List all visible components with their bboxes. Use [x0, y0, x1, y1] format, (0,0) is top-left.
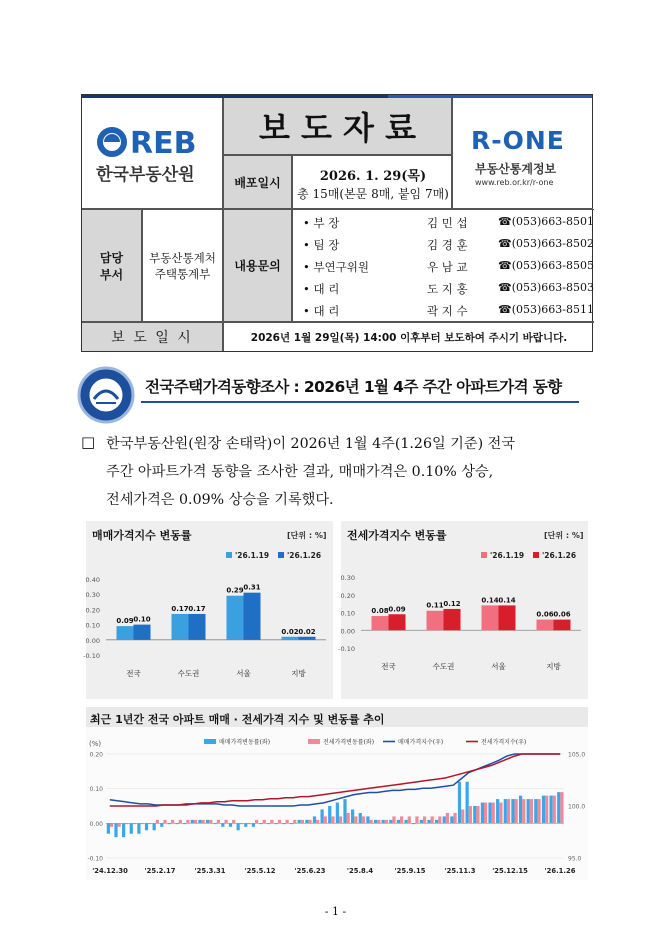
- data-label: 0.08: [371, 607, 389, 616]
- x-tick-label: '25.9.15: [394, 867, 426, 875]
- contact-list: [292, 209, 594, 322]
- data-bar: [194, 820, 197, 823]
- data-bar: [560, 792, 563, 823]
- data-bar: [499, 803, 502, 824]
- data-bar: [209, 820, 212, 823]
- contact-phone: ☎(053)663-8505: [498, 259, 594, 272]
- data-bar: [343, 799, 346, 823]
- data-bar: [484, 803, 487, 824]
- category-label: 서울: [491, 662, 506, 671]
- logo-text: REB: [130, 126, 197, 161]
- y-tick-label: 0.20: [85, 606, 100, 615]
- x-tick-label: '25.12.15: [492, 867, 528, 875]
- brand-cell: [452, 98, 593, 209]
- release-cell: [292, 155, 452, 209]
- sale-chart-panel: [83, 521, 333, 699]
- data-bar: [385, 820, 388, 823]
- data-bar: [476, 806, 479, 823]
- y-tick-label: 0.00: [85, 636, 100, 645]
- jeonse-chart-title: 전세가격지수 변동률: [347, 529, 447, 542]
- y-left-tick: 0.10: [89, 786, 103, 794]
- dept-value: 부동산통계처 주택통계부: [142, 209, 223, 322]
- y-tick-label: 0.10: [85, 621, 100, 630]
- x-tick-label: '24.12.30: [92, 867, 128, 875]
- contact-name: 도 지 홍: [427, 282, 468, 296]
- org-logo-cell: [82, 98, 223, 209]
- contact-row: • 대 리: [303, 282, 340, 296]
- data-label: 0.17: [171, 604, 189, 613]
- data-bar: [522, 799, 525, 823]
- contact-phone: ☎(053)663-8511: [498, 303, 594, 316]
- legend-label: '26.1.19: [490, 551, 525, 560]
- contact-row: • 팀 장: [303, 238, 340, 252]
- x-tick-label: '25.6.23: [294, 867, 326, 875]
- legend-label: '26.1.19: [235, 551, 270, 560]
- data-bar: [179, 820, 182, 823]
- data-bar: [382, 820, 385, 823]
- trend-unit: (%): [89, 740, 102, 748]
- legend-label: 매매가격변동률(좌): [219, 739, 271, 746]
- data-bar: [286, 820, 289, 823]
- data-bar: [545, 796, 548, 824]
- data-bar: [370, 820, 373, 823]
- data-bar: [372, 616, 389, 630]
- category-label: 지방: [546, 662, 561, 671]
- org-name: 한국부동산원: [96, 165, 195, 185]
- data-bar: [299, 637, 316, 640]
- legend-swatch: [308, 739, 320, 744]
- data-bar: [397, 820, 400, 823]
- embargo-label: 보 도 일 시: [82, 322, 223, 351]
- data-bar: [320, 809, 323, 823]
- data-bar: [202, 820, 205, 823]
- brand-sub: 부동산통계정보: [475, 162, 557, 176]
- data-bar: [198, 820, 201, 823]
- data-bar: [519, 796, 522, 824]
- contact-row: • 대 리: [303, 304, 340, 318]
- national-statistics-seal: [76, 365, 136, 425]
- data-bar: [305, 820, 308, 823]
- data-bar: [191, 820, 194, 823]
- data-label: 0.31: [243, 583, 261, 592]
- legend-label: '26.1.26: [287, 551, 322, 560]
- data-bar: [117, 626, 134, 640]
- data-label: 0.02: [298, 627, 316, 636]
- x-tick-label: '26.1.26: [544, 867, 576, 875]
- data-label: 0.12: [443, 599, 461, 608]
- brand-name: R-ONE: [471, 126, 565, 155]
- data-bar: [244, 593, 261, 640]
- y-right-tick: 95.0: [568, 855, 582, 863]
- data-bar: [553, 796, 556, 824]
- bullet-square: □: [81, 433, 96, 451]
- data-bar: [444, 609, 461, 630]
- data-label: 0.09: [388, 605, 406, 614]
- data-label: 0.09: [116, 617, 134, 626]
- release-date: 2026. 1. 29(목): [319, 169, 427, 184]
- data-bar: [537, 620, 554, 631]
- data-bar: [206, 820, 209, 823]
- y-left-tick: 0.20: [89, 751, 103, 759]
- data-bar: [423, 816, 426, 823]
- data-bar: [110, 823, 113, 826]
- data-bar: [278, 820, 281, 823]
- data-bar: [534, 799, 537, 823]
- data-bar: [458, 782, 461, 824]
- data-bar: [316, 820, 319, 823]
- data-bar: [420, 820, 423, 823]
- press-release-header: [81, 94, 593, 352]
- x-tick-label: '25.3.31: [194, 867, 226, 875]
- y-tick-label: -0.10: [83, 652, 100, 660]
- data-bar: [252, 823, 255, 826]
- data-bar: [408, 816, 411, 823]
- data-label: 0.02: [281, 627, 299, 636]
- data-bar: [443, 816, 446, 823]
- category-label: 수도권: [177, 669, 200, 678]
- data-bar: [481, 803, 484, 824]
- data-bar: [137, 823, 140, 833]
- contact-phone: ☎(053)663-8501: [498, 215, 594, 228]
- data-label: 0.14: [481, 596, 499, 605]
- data-bar: [160, 823, 163, 826]
- data-bar: [527, 799, 530, 823]
- data-bar: [189, 614, 206, 640]
- y-tick-label: 0.30: [85, 591, 100, 600]
- data-label: 0.10: [133, 615, 151, 624]
- data-bar: [366, 816, 369, 823]
- contact-phone: ☎(053)663-8502: [498, 237, 594, 250]
- release-label: 배포일시: [223, 155, 292, 209]
- data-bar: [229, 823, 232, 826]
- data-bar: [263, 820, 266, 823]
- trend-chart-title: 최근 1년간 전국 아파트 매매 · 전세가격 지수 및 변동률 추이: [90, 713, 385, 726]
- legend-label: '26.1.26: [542, 551, 577, 560]
- category-label: 서울: [236, 669, 251, 678]
- y-tick-label: 0.00: [340, 627, 355, 636]
- legend-label: 매매가격지수(우): [398, 739, 444, 746]
- trend-combo-chart: [86, 707, 588, 880]
- x-tick-label: '25.2.17: [144, 867, 176, 875]
- data-bar: [237, 823, 240, 830]
- data-bar: [499, 605, 516, 630]
- jeonse-chart-panel: [338, 521, 588, 699]
- y-tick-label: 0.20: [340, 591, 355, 600]
- data-bar: [156, 820, 159, 823]
- data-bar: [473, 806, 476, 823]
- data-bar: [130, 823, 133, 833]
- sale-chart-unit: [단위 : %]: [287, 531, 327, 540]
- body-line-3: 전세가격은 0.09% 상승을 기록했다.: [106, 492, 334, 508]
- data-bar: [134, 625, 151, 640]
- data-bar: [331, 816, 334, 823]
- y-left-tick: 0.00: [89, 820, 103, 828]
- data-bar: [153, 823, 156, 830]
- x-tick-label: '25.11.3: [444, 867, 476, 875]
- data-label: 0.06: [553, 610, 571, 619]
- data-bar: [377, 820, 380, 823]
- data-bar: [446, 813, 449, 823]
- data-bar: [114, 823, 117, 837]
- page-number: - 1 -: [324, 905, 347, 918]
- legend-swatch: [278, 552, 284, 558]
- data-bar: [537, 799, 540, 823]
- jeonse-bar-chart: [338, 521, 588, 699]
- data-bar: [400, 816, 403, 823]
- y-tick-label: 0.40: [85, 576, 100, 584]
- data-bar: [530, 799, 533, 823]
- data-bar: [427, 820, 430, 823]
- jeonse-chart-unit: [단위 : %]: [544, 531, 584, 540]
- data-bar: [171, 820, 174, 823]
- y-tick-label: 0.30: [340, 574, 355, 582]
- data-bar: [469, 806, 472, 823]
- data-bar: [515, 799, 518, 823]
- brand-url: www.reb.or.kr/r-one: [475, 178, 554, 187]
- data-bar: [145, 823, 148, 830]
- data-label: 0.06: [536, 610, 554, 619]
- data-bar: [163, 820, 166, 823]
- data-bar: [488, 803, 491, 824]
- data-bar: [270, 820, 273, 823]
- data-bar: [282, 637, 299, 640]
- category-label: 전국: [126, 669, 141, 678]
- data-bar: [244, 823, 247, 826]
- data-label: 0.29: [226, 586, 244, 595]
- data-bar: [339, 816, 342, 823]
- data-bar: [227, 596, 244, 640]
- body-line-1: 한국부동산원(원장 손태락)이 2026년 1월 4주(1.26일 기준) 전국: [106, 436, 516, 452]
- page-count: 총 15매(본문 8매, 붙임 7매): [297, 187, 449, 201]
- embargo-text: 2026년 1월 29일(목) 14:00 이후부터 보도하여 주시기 바랍니다.: [223, 322, 594, 351]
- category-label: 수도권: [432, 662, 455, 671]
- data-bar: [362, 816, 365, 823]
- legend-label: 전세가격변동률(좌): [323, 739, 375, 746]
- legend-swatch: [226, 552, 232, 558]
- y-tick-label: 0.10: [340, 609, 355, 618]
- data-bar: [438, 816, 441, 823]
- data-bar: [431, 816, 434, 823]
- data-bar: [389, 820, 392, 823]
- data-bar: [450, 816, 453, 823]
- data-bar: [221, 823, 224, 826]
- data-bar: [374, 820, 377, 823]
- body-line-2: 주간 아파트가격 동향을 조사한 결과, 매매가격은 0.10% 상승,: [106, 464, 494, 480]
- data-bar: [415, 816, 418, 823]
- y-tick-label: -0.10: [338, 645, 355, 653]
- x-tick-label: '25.5.12: [244, 867, 276, 875]
- data-bar: [466, 782, 469, 824]
- data-bar: [554, 620, 571, 631]
- data-bar: [122, 823, 125, 837]
- category-label: 지방: [291, 669, 306, 678]
- legend-swatch: [533, 552, 539, 558]
- contact-label: 내용문의: [223, 209, 292, 322]
- data-bar: [389, 614, 406, 630]
- data-bar: [255, 820, 258, 823]
- data-bar: [336, 803, 339, 824]
- headline: 전국주택가격동향조사 : 2026년 1월 4주 주간 아파트가격 동향: [145, 378, 562, 396]
- data-bar: [172, 614, 189, 640]
- contact-name: 곽 지 수: [427, 304, 468, 318]
- data-bar: [313, 816, 316, 823]
- data-bar: [507, 799, 510, 823]
- category-label: 전국: [381, 662, 396, 671]
- data-bar: [301, 820, 304, 823]
- data-bar: [482, 605, 499, 630]
- data-label: 0.17: [188, 604, 206, 613]
- headline-box: [141, 373, 579, 403]
- page-title: 보 도 자 료: [223, 98, 452, 155]
- sale-chart-title: 매매가격지수 변동률: [92, 529, 192, 542]
- data-bar: [557, 792, 560, 823]
- contact-row: • 부 장: [303, 216, 340, 230]
- contact-name: 우 남 교: [427, 260, 468, 274]
- legend-swatch: [204, 739, 216, 744]
- data-bar: [392, 816, 395, 823]
- legend-label: 전세가격지수(우): [481, 739, 527, 746]
- data-bar: [549, 796, 552, 824]
- data-bar: [347, 813, 350, 823]
- data-label: 0.11: [426, 601, 444, 610]
- data-bar: [107, 823, 110, 833]
- data-bar: [308, 820, 311, 823]
- trend-chart-panel: [86, 707, 588, 880]
- data-bar: [461, 809, 464, 823]
- data-bar: [351, 809, 354, 823]
- data-bar: [217, 820, 220, 823]
- data-bar: [298, 820, 301, 823]
- sale-bar-chart: [83, 521, 333, 699]
- contact-phone: ☎(053)663-8503: [498, 281, 594, 294]
- data-bar: [453, 813, 456, 823]
- x-tick-label: '25.8.4: [346, 867, 374, 875]
- data-bar: [435, 820, 438, 823]
- data-bar: [118, 823, 121, 826]
- data-bar: [324, 816, 327, 823]
- data-bar: [504, 799, 507, 823]
- y-right-tick: 105.0: [568, 751, 586, 759]
- y-left-tick: -0.10: [87, 855, 103, 863]
- data-bar: [328, 806, 331, 823]
- data-bar: [186, 820, 189, 823]
- data-bar: [359, 813, 362, 823]
- dept-label: 담당 부서: [82, 209, 142, 322]
- index-line: [110, 754, 560, 806]
- data-bar: [354, 816, 357, 823]
- data-label: 0.14: [498, 596, 516, 605]
- contact-name: 김 민 섭: [427, 216, 468, 230]
- data-bar: [492, 803, 495, 824]
- data-bar: [404, 820, 407, 823]
- data-bar: [293, 820, 296, 823]
- index-line: [110, 754, 560, 806]
- contact-row: • 부연구위원: [303, 260, 369, 274]
- data-bar: [496, 799, 499, 823]
- y-right-tick: 100.0: [568, 803, 586, 811]
- legend-swatch: [481, 552, 487, 558]
- reb-logo: [82, 98, 223, 209]
- data-bar: [427, 611, 444, 631]
- data-bar: [511, 799, 514, 823]
- contact-name: 김 경 훈: [427, 238, 468, 252]
- data-bar: [224, 820, 227, 823]
- data-bar: [542, 796, 545, 824]
- data-bar: [232, 820, 235, 823]
